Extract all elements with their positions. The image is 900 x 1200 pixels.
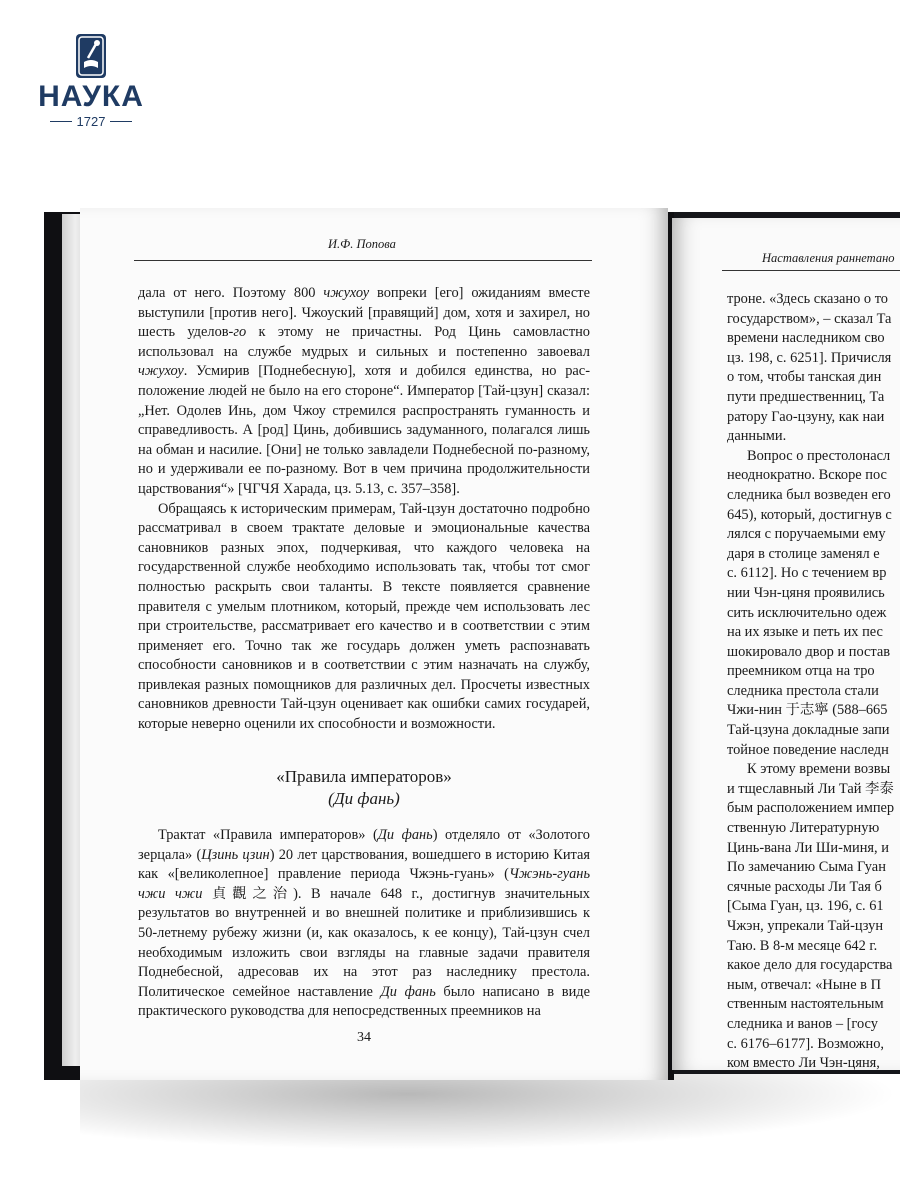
right-text-line: троне. «Здесь сказано о то [727,291,889,307]
right-text-line: ным, отвечал: «Ныне в П [727,976,881,993]
right-text-line: ком вместо Ли Чэн-цяня, [727,1055,880,1070]
text-run: Трактат «Правила императоров» ( [158,827,378,843]
left-body-text-2 [138,826,590,1022]
book-torch-icon [76,34,106,78]
right-text-line: времени наследником сво [727,330,885,347]
italic-term: чжухоу [323,285,370,301]
right-text-line: на их языке и петь их пес [727,624,883,641]
section-heading [138,766,590,810]
right-text-line: [Сыма Гуан, цз. 196, с. 61 [727,898,884,915]
left-header-rule [134,260,592,261]
text-run: . Усмирив [Поднебесную], хотя и добился единства, но расположение людей не было на его стороне“. Император [Тай-цзун] сказал: „Нет. Одолев Инь, дом Чжоу стремился распространять гуманность и справедливость. А [род] Цинь, добившись задуманного, полагался лишь на обман и насилие. [Они] не только завладели Поднебесной по-разному, но и удерживали ее по-разному. Вот в чем причина продолжительности царствования“» [ЧГЧЯ Харада, цз. 5.13, с. 357–358]. [138,363,590,497]
right-text-line: с. 6176–6177]. Возможно, [727,1035,884,1052]
text-run: 貞觀之治). В начале 648 г., достигнув значительных результатов во внутренней и во внешней политике и приблизившись к 50-летнему рубежу жизни (и, как оказалось, к ее концу), Тай-цзун счел необходимым изложить свои взгляды на главные задачи правителя Поднебесной, адресовав их на этот раз наследнику престола. Политическое семейное наставление [138,885,590,1000]
right-body-text [727,290,900,1070]
right-header-rule [722,270,900,271]
right-text-line: шокировало двор и постав [727,643,891,660]
publisher-year [36,114,146,129]
right-text-line: и тщеславный Ли Тай 李泰 [727,780,894,797]
right-text-line: неоднократно. Вскоре пос [727,467,887,484]
right-text-line: о том, чтобы танская дин [727,369,882,386]
book-shadow [80,1070,900,1150]
right-text-line: тойное поведение наследн [727,741,889,758]
text-run: ) 20 лет царствования, вошедшего в историю Китая как «[великолепное] правление периода Чжэнь-гуань» ( [138,846,591,883]
text-run: было написано в виде практического руководства для непосредственных преемников на [138,983,590,1020]
right-text-line: лялся с поручаемыми ему [727,526,886,543]
left-running-head: И.Ф. Попова [328,237,396,251]
right-text-line: пути предшественниц, Та [727,388,885,405]
right-text-line: следника и ванов – [госу [727,1015,878,1032]
right-text-line: цз. 198, с. 6251]. Причисля [727,349,892,366]
right-text-line: с. 6112]. Но с течением вр [727,565,887,582]
right-text-line: Цинь-вана Ли Ши-миня, и [727,839,889,856]
paragraph-2: Обращаясь к историческим примерам, Тай-цзун достаточно подробно рассматривал в своем трактате деловые и эмоциональные качества сановников разных эпох, подчеркивая, что каждого человека на государственной службе необходимо использовать так, чтобы тот смог полностью раскрыть свои таланты. В тексте появляется сравнение правителя с умелым плотником, который, прежде чем использовать лес при строительстве, рассматривает его качество и в соответствии с этим применяет его. Точно так же государь должен уметь распознавать способности сановников и в соответствии с этим назначать на службу, привлекая разных помощников для различных дел. Просчеты известных сановников древности Тай-цзун оценивает как ошибки самих государей, которые неверно оценили их способности и возможности. [138,500,590,733]
right-text-line: следника престола стали [727,682,879,699]
text-run: вопреки [его] ожиданиям вместе выступили [против него]. Чжоуский [правящий] дом, хотя и захирел, но шесть уделов- [138,285,590,341]
right-text-line: данными. [727,428,787,445]
italic-term: Ди фань [380,983,436,1000]
right-text-line: Таю. В 8-м месяце 642 г. [727,937,878,954]
right-text-line: ственную Литературную [727,820,880,837]
paragraph-3 [138,826,590,1022]
right-text-line: сить исключительно одеж [727,604,887,621]
right-text-line: Вопрос о престолонасл [747,447,891,464]
right-text-line: нии Чэн-цяня проявились [727,584,885,601]
text-run: к этому не причастны. Род Цинь самовластно использовал на службе мудрых и сильных и постепенно завоевал [138,324,591,360]
publisher-name: НАУКА [38,80,144,113]
paragraph-1 [138,284,590,500]
right-text-line: следника был возведен его [727,486,891,503]
italic-term: чжухоу [138,363,184,380]
page-number: 34 [357,1030,371,1045]
text-run: дала от него. Поэтому 800 [138,285,324,301]
right-text-line: сячные расходы Ли Тая б [727,878,882,895]
right-page [672,218,900,1070]
text-run: ) отделяло от «Золотого зерцала» ( [138,827,590,863]
right-text-line: Тай-цзуна докладные запи [727,722,890,739]
right-text-line: По замечанию Сыма Гуан [727,859,886,876]
right-text-line: какое дело для государства [727,957,893,974]
left-body-text [138,284,590,735]
right-text-line: ственным настоятельным [727,996,884,1013]
section-subtitle: (Ди фань) [328,789,400,808]
right-text-line: государством», – сказал Та [727,310,892,327]
italic-term: го [233,324,247,341]
italic-term: Чжэнь-гуань чжи чжи [138,866,590,902]
right-text-line: 645), который, достигнув с [727,506,892,523]
right-text-line: ратору Гао-цзуну, как наи [727,408,885,425]
right-text-line: Чжэн, упрекали Тай-цзун [727,918,884,934]
section-title: «Правила императоров» [276,767,452,786]
publisher-logo [36,34,146,129]
right-running-head: Наставления раннетано [762,251,895,265]
right-text-line: К этому времени возвы [747,761,891,778]
right-text-line: даря в столице заменял е [727,545,880,562]
right-text-line: бым расположением импер [727,800,895,817]
publisher-year-text: 1727 [76,114,106,129]
right-text-line: преемником отца на тро [727,663,875,680]
italic-term: Цзинь цзин [201,846,270,863]
italic-term: Ди фань [377,827,433,843]
right-text-line: Чжи-нин 于志寧 (588–665 [727,702,888,719]
